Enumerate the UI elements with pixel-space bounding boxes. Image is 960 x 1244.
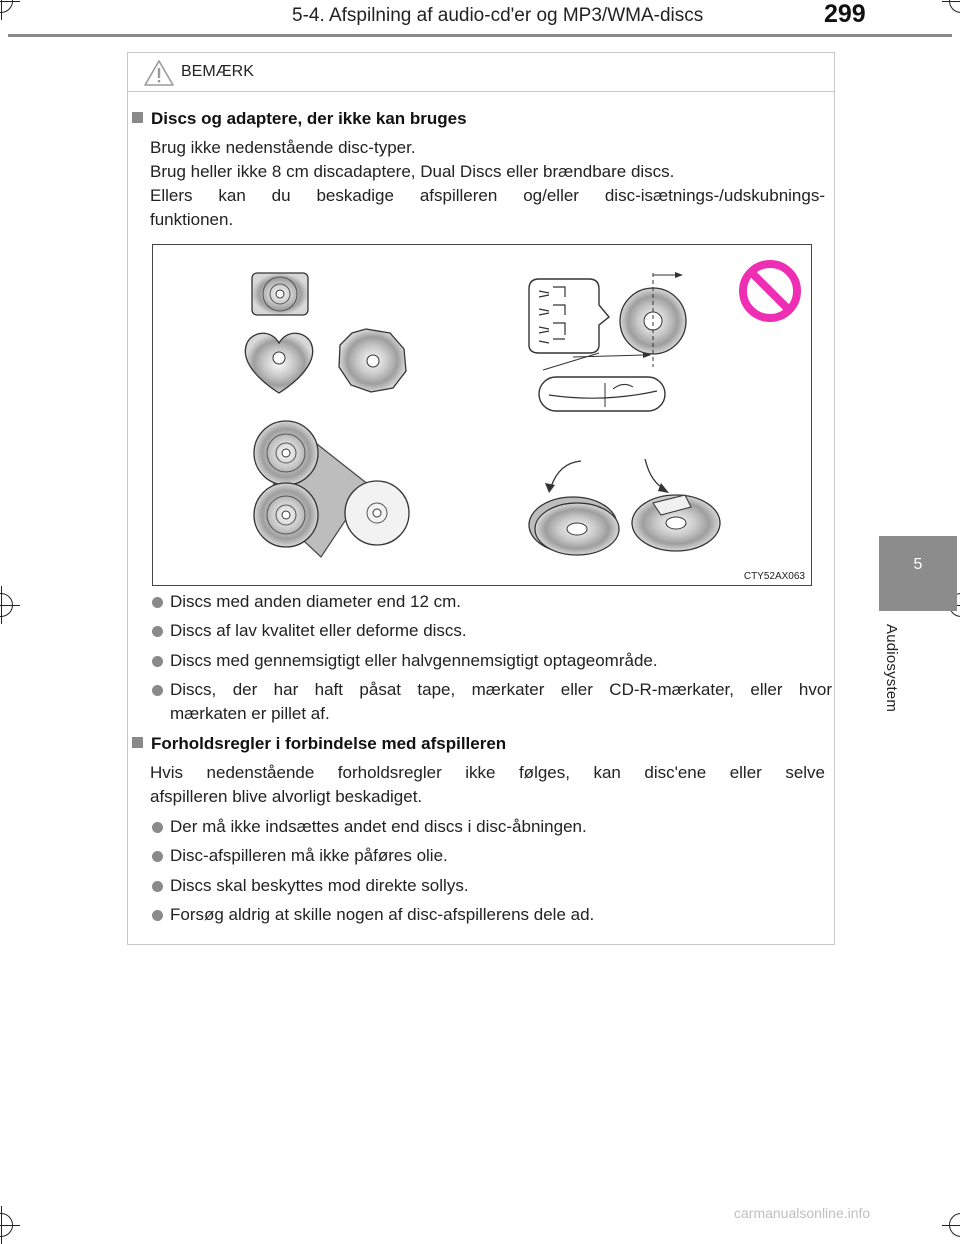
section-title-unusable-discs <box>132 109 467 129</box>
paragraph-line: Ellers kan du beskadige afspilleren og/eller disc-isætnings-/udskubnings- <box>150 186 825 205</box>
section-title-text: Discs og adaptere, der ikke kan bruges <box>151 109 467 128</box>
list-item-text: Der må ikke indsættes andet end discs i disc-åbningen. <box>170 817 587 836</box>
paragraph-line: funktionen. <box>150 210 234 229</box>
disc-types-illustration <box>152 244 812 586</box>
chapter-label-text: Audiosystem <box>883 624 900 713</box>
note-label: BEMÆRK <box>181 63 254 80</box>
list-item-text: Discs af lav kvalitet eller deforme discs. <box>170 621 467 640</box>
paragraph-line: Hvis nedenstående forholdsregler ikke følges, kan disc'ene eller selve <box>150 763 825 782</box>
section-marker-icon <box>132 112 143 123</box>
bullet-icon <box>152 881 163 892</box>
crop-mark-bottom-right <box>949 1213 960 1237</box>
bullet-icon <box>152 910 163 921</box>
bullet-icon <box>152 851 163 862</box>
taped-disc <box>632 459 720 551</box>
figure-code: CTY52AX063 <box>743 571 805 582</box>
list-item-text: mærkaten er pillet af. <box>170 704 330 723</box>
paragraph-line: afspilleren blive alvorligt beskadiget. <box>150 787 423 806</box>
paragraph-line: Brug heller ikke 8 cm discadaptere, Dual Discs eller brændbare discs. <box>150 162 675 181</box>
page-number: 299 <box>824 0 866 28</box>
section-marker-icon <box>132 737 143 748</box>
list-item-text: Discs med gennemsigtigt eller halvgennemsigtigt optageområde. <box>170 651 658 670</box>
section-title-player-precautions <box>132 734 506 754</box>
header-rule <box>8 34 952 37</box>
bullet-icon <box>152 822 163 833</box>
crop-mark-top-left <box>0 0 13 13</box>
note-box <box>127 52 835 945</box>
paragraph-line: Brug ikke nedenstående disc-typer. <box>150 138 416 157</box>
disc-adapter <box>254 421 409 557</box>
warning-triangle-icon <box>143 59 175 87</box>
chapter-label <box>879 624 909 764</box>
watermark: carmanualsonline.info <box>734 1205 871 1221</box>
list-item-text: Discs skal beskyttes mod direkte sollys. <box>170 876 469 895</box>
list-item-text: Disc-afspilleren må ikke påføres olie. <box>170 846 448 865</box>
section-title-text: Forholdsregler i forbindelse med afspilleren <box>151 734 507 753</box>
bullet-icon <box>152 685 163 696</box>
illustration-graphic <box>153 245 813 587</box>
prohibited-icon <box>743 264 797 318</box>
square-disc <box>252 273 308 315</box>
list-item-text: Discs med anden diameter end 12 cm. <box>170 592 462 611</box>
chapter-number: 5 <box>913 556 923 573</box>
deformed-disc-diagram <box>529 272 686 411</box>
crop-mark-top-right <box>949 0 960 13</box>
chapter-tab <box>879 536 957 611</box>
heart-disc <box>245 333 312 393</box>
bullet-icon <box>152 656 163 667</box>
peeled-label-disc <box>529 461 619 555</box>
bullet-icon <box>152 626 163 637</box>
polygon-disc <box>339 329 406 392</box>
list-item-text: Discs, der har haft påsat tape, mærkater eller CD-R-mærkater, eller hvor <box>170 680 832 699</box>
header-title: 5-4. Afspilning af audio-cd'er og MP3/WMA-discs <box>292 5 704 26</box>
list-item-text: Forsøg aldrig at skille nogen af disc-afspillerens dele ad. <box>170 905 595 924</box>
crop-mark-mid-left <box>0 593 13 617</box>
crop-mark-bottom-left <box>0 1213 13 1237</box>
note-header <box>128 53 834 92</box>
bullet-icon <box>152 597 163 608</box>
